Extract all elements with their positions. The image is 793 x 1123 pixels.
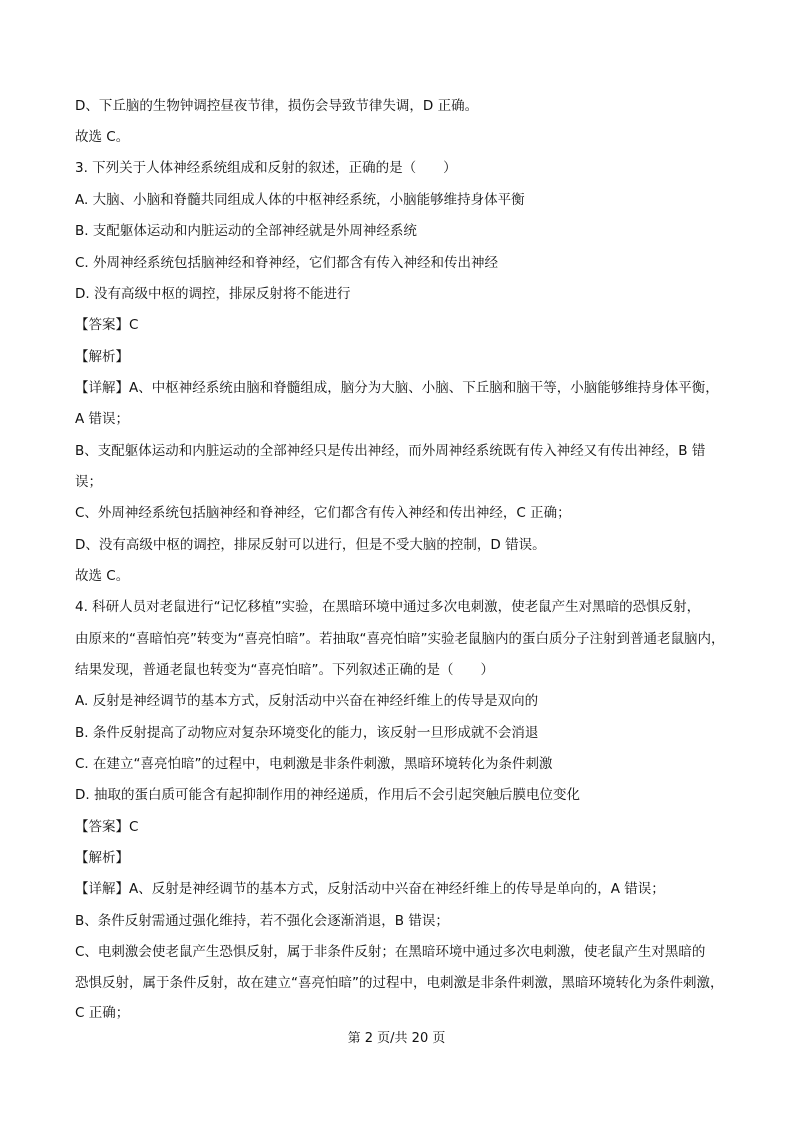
question-3-option-c: C. 外周神经系统包括脑神经和脊神经，它们都含有传入神经和传出神经 [75,255,499,271]
question-3-detail-c: C、外周神经系统包括脑神经和脊神经，它们都含有传入神经和传出神经，C 正确； [75,505,571,521]
question-4-stem-3: 结果发现，普通老鼠也转变为“喜亮怕暗”。下列叙述正确的是（ ） [75,662,494,678]
question-3-option-d: D. 没有高级中枢的调控，排尿反射将不能进行 [75,286,351,302]
question-3-detail-a-1: 【详解】A、中枢神经系统由脑和脊髓组成，脑分为大脑、小脑、下丘脑和脑干等，小脑能够维持身体平衡， [75,380,719,396]
question-3-conclusion: 故选 C。 [75,568,130,584]
question-4-option-b: B. 条件反射提高了动物应对复杂环境变化的能力，该反射一旦形成就不会消退 [75,725,539,741]
question-3-stem: 3. 下列关于人体神经系统组成和反射的叙述，正确的是（ ） [75,160,457,176]
question-4-answer: 【答案】C [75,819,139,835]
question-4-detail-c-3: C 正确； [75,1005,130,1021]
question-4-option-d: D. 抽取的蛋白质可能含有起抑制作用的神经递质，作用后不会引起突触后膜电位变化 [75,787,580,803]
question-4-analysis-label: 【解析】 [75,850,129,866]
page-number-footer: 第 2 页/共 20 页 [347,1031,446,1046]
question-3-detail-d: D、没有高级中枢的调控，排尿反射可以进行，但是不受大脑的控制，D 错误。 [75,537,546,553]
question-4-detail-a: 【详解】A、反射是神经调节的基本方式，反射活动中兴奋在神经纤维上的传导是单向的，A 错误； [75,881,665,897]
question-4-option-a: A. 反射是神经调节的基本方式，反射活动中兴奋在神经纤维上的传导是双向的 [75,693,539,709]
text-line-answer-choice: 故选 C。 [75,129,130,145]
question-4-detail-c-2: 恐惧反射，属于条件反射，故在建立“喜亮怕暗”的过程中，电刺激是非条件刺激，黑暗环境转化为条件刺激， [75,975,724,991]
question-3-detail-b-1: B、支配躯体运动和内脏运动的全部神经只是传出神经，而外周神经系统既有传入神经又有传出神经，B 错 [75,443,706,459]
question-4-detail-b: B、条件反射需通过强化维持，若不强化会逐渐消退，B 错误； [75,913,449,929]
question-3-option-a: A. 大脑、小脑和脊髓共同组成人体的中枢神经系统，小脑能够维持身体平衡 [75,192,525,208]
question-3-analysis-label: 【解析】 [75,349,129,365]
question-4-stem-1: 4. 科研人员对老鼠进行“记忆移植”实验，在黑暗环境中通过多次电刺激，使老鼠产生对黑暗的恐惧反射， [75,599,701,615]
question-3-detail-b-2: 误； [75,474,102,490]
question-4-option-c: C. 在建立“喜亮怕暗”的过程中，电刺激是非条件刺激，黑暗环境转化为条件刺激 [75,756,553,772]
question-4-detail-c-1: C、电刺激会使老鼠产生恐惧反射，属于非条件反射；在黑暗环境中通过多次电刺激，使老鼠产生对黑暗的 [75,944,706,960]
question-4-stem-2: 由原来的“喜暗怕亮”转变为“喜亮怕暗”。若抽取“喜亮怕暗”实验老鼠脑内的蛋白质分子注射到普通老鼠脑内， [75,631,725,647]
question-3-detail-a-2: A 错误； [75,411,130,427]
question-3-option-b: B. 支配躯体运动和内脏运动的全部神经就是外周神经系统 [75,223,417,239]
text-line-d-hypothalamus: D、下丘脑的生物钟调控昼夜节律，损伤会导致节律失调，D 正确。 [75,98,479,114]
question-3-answer: 【答案】C [75,317,139,333]
